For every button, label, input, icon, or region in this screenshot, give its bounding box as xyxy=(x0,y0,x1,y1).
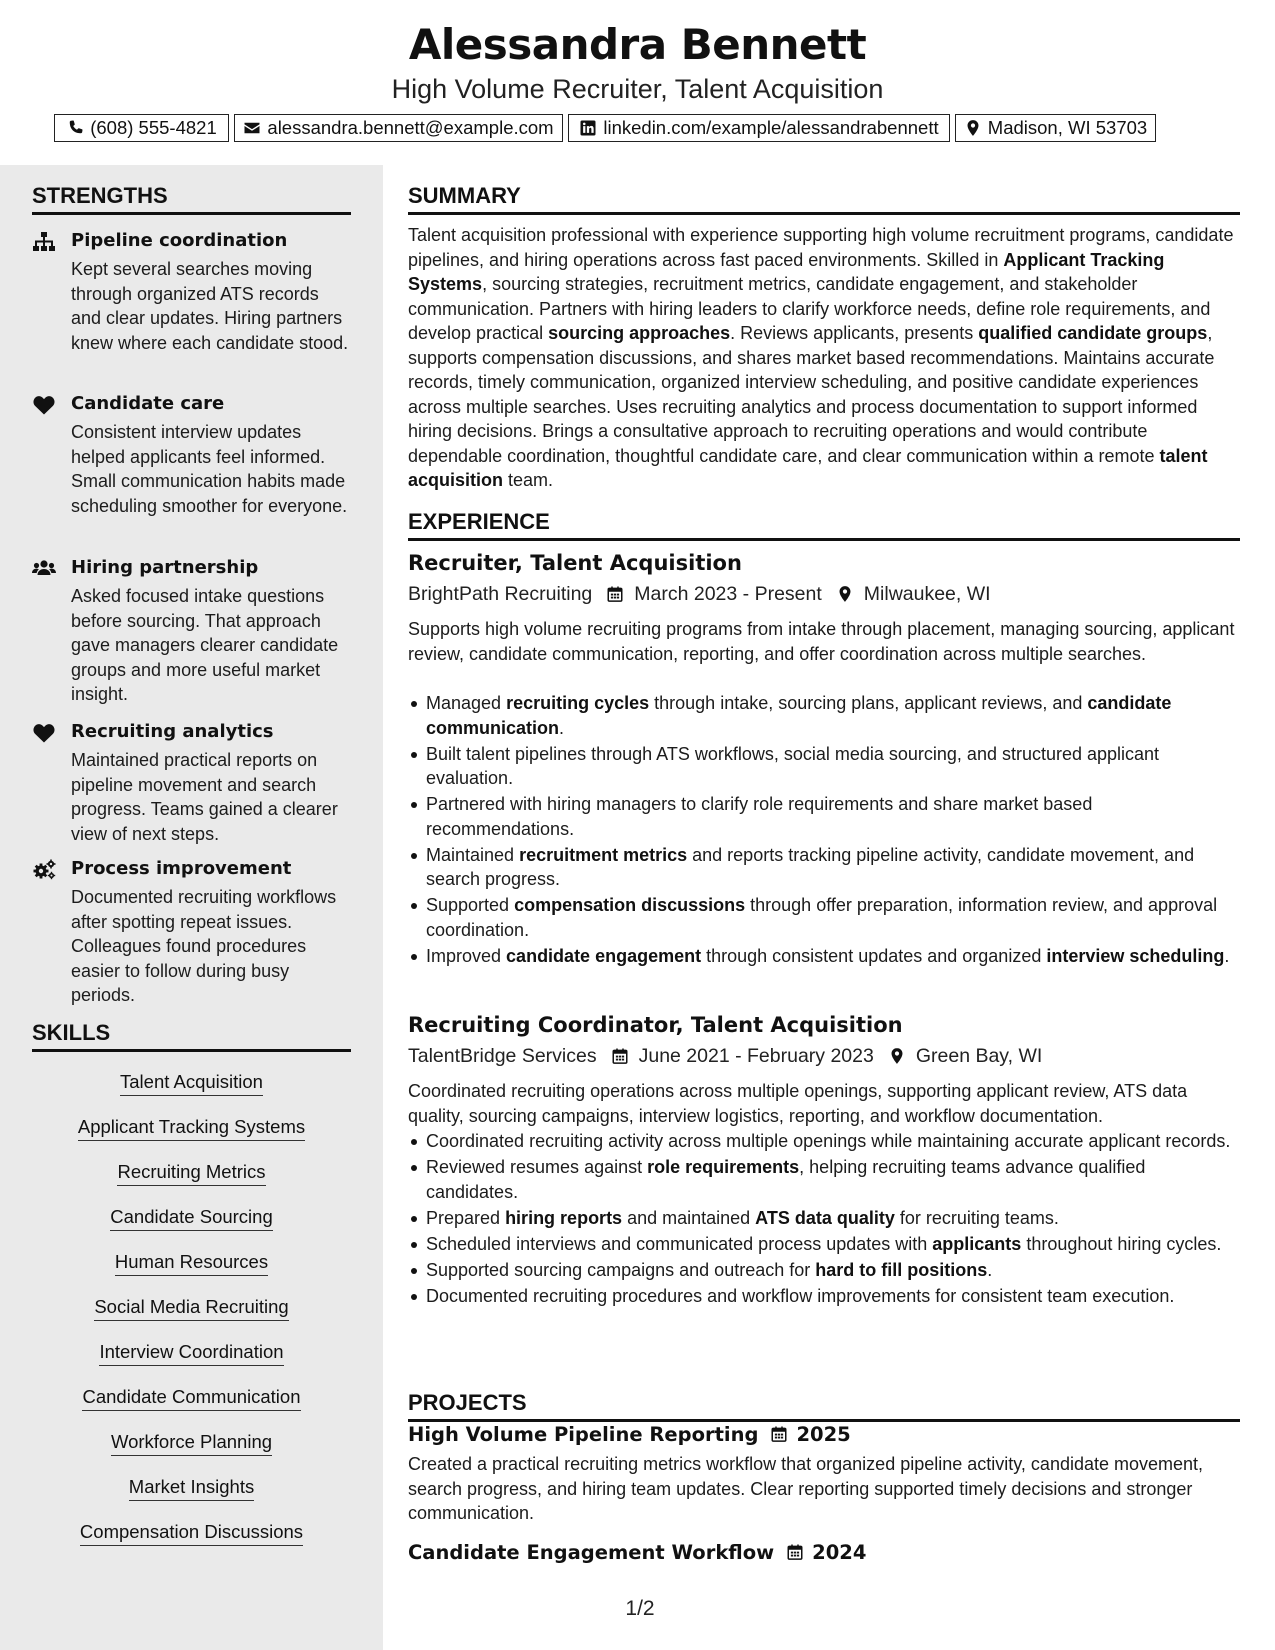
project-title: High Volume Pipeline Reporting xyxy=(408,1422,759,1446)
text-run: Built talent pipelines through ATS workflows, social media sourcing, and structured applicant evaluation. xyxy=(426,743,1160,788)
emphasis-text: talent acquisition xyxy=(408,445,1208,490)
summary-text xyxy=(408,223,1240,493)
skill-label: Candidate Sourcing xyxy=(110,1206,273,1231)
text-run: through offer preparation, information review, and approval coordination. xyxy=(426,895,1218,940)
contact-bar xyxy=(54,114,1224,144)
emphasis-text: compensation discussions xyxy=(514,895,746,915)
skill-item xyxy=(32,1521,351,1566)
users-icon xyxy=(32,558,56,580)
text-run: throughout hiring cycles. xyxy=(1021,1233,1222,1254)
emphasis-text: hard to fill positions xyxy=(815,1259,988,1280)
job-description: Coordinated recruiting operations across multiple openings, supporting applicant review, ATS data quality, sourcing campaigns, interview logistics, reporting, and workflow documentation. xyxy=(408,1081,1188,1126)
map-pin-icon xyxy=(888,1047,906,1065)
skill-label: Candidate Communication xyxy=(82,1386,300,1411)
bullet-item xyxy=(408,1129,1240,1154)
bullet-item xyxy=(408,742,1240,791)
emphasis-text: recruitment metrics xyxy=(519,844,688,865)
text-run: and reports tracking pipeline activity, candidate movement, and search progress. xyxy=(426,844,1195,889)
skill-item xyxy=(32,1161,351,1206)
company-name: TalentBridge Services xyxy=(408,1044,597,1067)
skill-item xyxy=(32,1341,351,1386)
text-run: . xyxy=(987,1259,993,1280)
skill-label: Talent Acquisition xyxy=(120,1071,263,1096)
job-location: Milwaukee, WI xyxy=(863,582,991,605)
phone-icon xyxy=(66,119,84,137)
company-name: BrightPath Recruiting xyxy=(408,582,593,605)
job-bullets xyxy=(408,1129,1240,1310)
phone-text: (608) 555-4821 xyxy=(90,117,217,138)
bullet-item xyxy=(408,1155,1240,1204)
emphasis-text: Applicant Tracking Systems xyxy=(408,249,1165,294)
strength-name: Process improvement xyxy=(71,858,292,879)
projects-heading: PROJECTS xyxy=(408,1390,1240,1422)
email-text: alessandra.bennett@example.com xyxy=(267,117,554,138)
job-bullets xyxy=(408,691,1240,970)
skill-item xyxy=(32,1206,351,1251)
text-run: Talent acquisition professional with experience supporting high volume recruitment programs, candidate pipelines, and hiring operations across fast paced environments. Skilled in xyxy=(408,225,1234,270)
emphasis-text: candidate communication xyxy=(426,693,1172,738)
summary-heading: SUMMARY xyxy=(408,183,1240,215)
job-dates: June 2021 - February 2023 xyxy=(638,1044,874,1067)
skill-label: Workforce Planning xyxy=(111,1431,272,1456)
linkedin-contact[interactable] xyxy=(568,114,950,142)
text-run: Supported xyxy=(426,895,515,915)
skill-item xyxy=(32,1116,351,1161)
calendar-icon xyxy=(611,1047,629,1065)
text-run: Reviewed resumes against xyxy=(426,1157,648,1177)
strength-name: Hiring partnership xyxy=(71,557,259,578)
skill-label: Applicant Tracking Systems xyxy=(78,1116,305,1141)
strength-description: Kept several searches moving through organized ATS records and clear updates. Hiring partners knew where each candidate stood. xyxy=(71,259,349,353)
skill-label: Human Resources xyxy=(115,1251,268,1276)
text-run: Supported sourcing campaigns and outreach for xyxy=(426,1259,816,1280)
project-title: Candidate Engagement Workflow xyxy=(408,1540,775,1564)
job-title: Recruiting Coordinator, Talent Acquisition xyxy=(408,1013,903,1037)
strength-name: Candidate care xyxy=(71,393,225,414)
strength-description: Documented recruiting workflows after spotting repeat issues. Colleagues found procedures easier to follow during busy periods. xyxy=(71,887,337,1005)
gears-icon xyxy=(32,859,56,881)
heart-icon xyxy=(32,722,56,744)
text-run: Improved xyxy=(426,945,507,966)
text-run: . xyxy=(1224,945,1230,966)
job-dates: March 2023 - Present xyxy=(634,582,822,605)
location-contact xyxy=(955,114,1156,142)
project-description: Created a practical recruiting metrics workflow that organized pipeline activity, candidate movement, search progress, and hiring team updates. Clear reporting supported timely decisions and stronger communication. xyxy=(408,1454,1204,1523)
skill-label: Interview Coordination xyxy=(99,1341,283,1366)
skills-heading: SKILLS xyxy=(32,1020,351,1052)
phone-contact[interactable] xyxy=(54,114,229,142)
project-year: 2025 xyxy=(796,1422,851,1446)
resume-header xyxy=(0,0,1275,165)
skill-item xyxy=(32,1251,351,1296)
text-run: for recruiting teams. xyxy=(894,1207,1059,1228)
text-run: Coordinated recruiting activity across multiple openings while maintaining accurate applicant records. xyxy=(426,1131,1231,1151)
strength-description: Maintained practical reports on pipeline movement and search progress. Teams gained a clearer view of next steps. xyxy=(71,750,338,844)
bullet-item xyxy=(408,1258,1240,1283)
calendar-icon xyxy=(770,1425,788,1443)
text-run: Managed xyxy=(426,693,507,713)
main-content xyxy=(408,165,1240,1650)
emphasis-text: hiring reports xyxy=(505,1207,623,1228)
job-description: Supports high volume recruiting programs from intake through placement, managing sourcing, applicant review, candidate communication, reporting, and offer coordination across multiple searches. xyxy=(408,619,1235,664)
bullet-item xyxy=(408,944,1240,969)
skill-item xyxy=(32,1431,351,1476)
text-run: . xyxy=(559,717,565,738)
bullet-item xyxy=(408,792,1240,841)
heart-icon xyxy=(32,394,56,416)
strength-name: Pipeline coordination xyxy=(71,230,288,251)
job-meta xyxy=(408,1043,1042,1069)
bullet-item xyxy=(408,1206,1240,1231)
skill-label: Market Insights xyxy=(129,1476,254,1501)
envelope-icon xyxy=(243,119,261,137)
skills-list xyxy=(32,1071,351,1566)
map-pin-icon xyxy=(964,119,982,137)
page-number: 1/2 xyxy=(625,1597,655,1620)
text-run: and maintained xyxy=(622,1207,756,1228)
skill-label: Recruiting Metrics xyxy=(117,1161,265,1186)
bullet-item xyxy=(408,843,1240,892)
candidate-name: Alessandra Bennett xyxy=(408,20,867,69)
skill-label: Compensation Discussions xyxy=(80,1521,303,1546)
project-title-row xyxy=(408,1539,866,1565)
emphasis-text: recruiting cycles xyxy=(506,693,650,713)
project-year: 2024 xyxy=(812,1540,867,1564)
text-run: through intake, sourcing plans, applicant reviews, and xyxy=(649,693,1088,713)
text-run: , helping recruiting teams advance qualified candidates. xyxy=(426,1157,1146,1202)
text-run: , supports compensation discussions, and shares market based recommendations. Maintains accurate records, timely communication, organized interview scheduling, and positive candidate experiences across multiple searches. Uses recruiting analytics and process documentation to support informed hiring decisions. Brings a consultative approach to recruiting operations and would contribute dependable coordination, thoughtful candidate care, and clear communication within a remote xyxy=(408,323,1215,466)
text-run: Documented recruiting procedures and workflow improvements for consistent team execution. xyxy=(426,1285,1175,1306)
job-meta xyxy=(408,581,991,607)
text-run: Prepared xyxy=(426,1207,506,1228)
skill-item xyxy=(32,1476,351,1521)
strengths-heading: STRENGTHS xyxy=(32,183,351,215)
bullet-item xyxy=(408,893,1240,942)
email-contact[interactable] xyxy=(234,114,563,142)
project-title-row xyxy=(408,1421,851,1447)
bullet-item xyxy=(408,1232,1240,1257)
strength-description: Asked focused intake questions before sourcing. That approach gave managers clearer candidate groups and more useful market insight. xyxy=(71,586,339,704)
sitemap-icon xyxy=(32,231,56,253)
text-run: team. xyxy=(503,470,554,490)
calendar-icon xyxy=(606,585,624,603)
strength-name: Recruiting analytics xyxy=(71,721,274,742)
emphasis-text: sourcing approaches xyxy=(548,323,731,343)
emphasis-text: applicants xyxy=(932,1233,1022,1254)
text-run: Partnered with hiring managers to clarify role requirements and share market based recommendations. xyxy=(426,794,1093,839)
text-run: . Reviews applicants, presents xyxy=(730,323,979,343)
emphasis-text: role requirements xyxy=(647,1157,800,1177)
emphasis-text: candidate engagement xyxy=(506,945,702,966)
skill-item xyxy=(32,1386,351,1431)
emphasis-text: ATS data quality xyxy=(755,1207,895,1228)
emphasis-text: interview scheduling xyxy=(1046,945,1225,966)
calendar-icon xyxy=(786,1543,804,1561)
job-location: Green Bay, WI xyxy=(915,1044,1043,1067)
location-text: Madison, WI 53703 xyxy=(987,117,1148,138)
text-run: Scheduled interviews and communicated process updates with xyxy=(426,1233,933,1254)
strength-description: Consistent interview updates helped applicants feel informed. Small communication habits made scheduling smoother for everyone. xyxy=(71,422,348,516)
map-pin-icon xyxy=(836,585,854,603)
skill-item xyxy=(32,1296,351,1341)
job-title: Recruiter, Talent Acquisition xyxy=(408,551,742,575)
linkedin-icon xyxy=(579,119,597,137)
linkedin-text: linkedin.com/example/alessandrabennett xyxy=(603,117,939,138)
bullet-item xyxy=(408,691,1240,740)
text-run: , sourcing strategies, recruitment metrics, candidate engagement, and stakeholder communication. Partners with hiring leaders to clarify workforce needs, define role requirements, and develop practical xyxy=(408,274,1211,343)
sidebar xyxy=(0,165,383,1650)
text-run: through consistent updates and organized xyxy=(701,945,1047,966)
skill-label: Social Media Recruiting xyxy=(94,1296,288,1321)
skill-item xyxy=(32,1071,351,1116)
experience-heading: EXPERIENCE xyxy=(408,509,1240,541)
candidate-title: High Volume Recruiter, Talent Acquisition xyxy=(391,74,884,104)
text-run: Maintained xyxy=(426,844,520,865)
emphasis-text: qualified candidate groups xyxy=(978,323,1208,343)
bullet-item xyxy=(408,1284,1240,1309)
